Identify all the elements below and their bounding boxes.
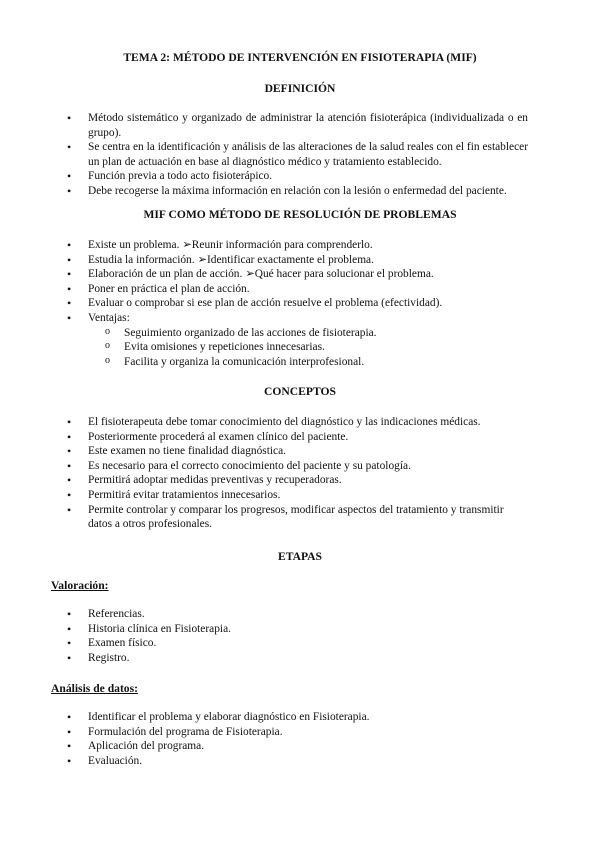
list-ventajas — [124, 326, 528, 370]
list-item: • Formulación del programa de Fisioterapia. — [88, 725, 528, 740]
heading-conceptos: CONCEPTOS — [264, 385, 336, 398]
list-item-ventajas — [88, 311, 528, 369]
list-item: • Permitirá evitar tratamientos innecesarios. — [88, 488, 528, 503]
heading-definicion: DEFINICIÓN — [264, 82, 336, 95]
sub-list-item: o Seguimiento organizado de las acciones de fisioterapia. — [124, 326, 528, 341]
list-item: • Método sistemático y organizado de administrar la atención fisioterápica (individualizada o en grupo). — [88, 111, 528, 140]
heading-etapas: ETAPAS — [277, 550, 323, 563]
list-item: • Aplicación del programa. — [88, 739, 528, 754]
list-item: • Evaluación. — [88, 754, 528, 769]
sub-list-item: o Facilita y organiza la comunicación interprofesional. — [124, 355, 528, 370]
list-item: • Este examen no tiene finalidad diagnóstica. — [88, 444, 528, 459]
list-item: • Estudia la información. ➢Identificar exactamente el problema. — [88, 253, 528, 268]
list-item: • Debe recogerse la máxima información en relación con la lesión o enfermedad del paciente. — [88, 184, 528, 199]
list-item: • Permitirá adoptar medidas preventivas y recuperadoras. — [88, 473, 528, 488]
list-mif-resolucion — [88, 238, 528, 369]
list-item: • Historia clínica en Fisioterapia. — [88, 622, 528, 637]
list-item: • Se centra en la identificación y análisis de las alteraciones de la salud reales con el fin establecer un plan de actuación en base al diagnóstico médico y tratamiento establecido. — [88, 140, 528, 169]
list-item: • Función previa a todo acto fisioterápico. — [88, 169, 528, 184]
list-item: • Es necesario para el correcto conocimiento del paciente y su patología. — [88, 459, 528, 474]
list-item: • Registro. — [88, 651, 528, 666]
list-conceptos — [88, 415, 528, 532]
list-item: • Examen físico. — [88, 636, 528, 651]
subheading-analisis: Análisis de datos: — [51, 682, 138, 695]
list-item: • Existe un problema. ➢Reunir información para comprenderlo. — [88, 238, 528, 253]
list-item: • Evaluar o comprobar si ese plan de acción resuelve el problema (efectividad). — [88, 296, 528, 311]
list-definicion — [88, 111, 528, 199]
list-item: • Elaboración de un plan de acción. ➢Qué hacer para solucionar el problema. — [88, 267, 528, 282]
list-item: • El fisioterapeuta debe tomar conocimiento del diagnóstico y las indicaciones médicas. — [88, 415, 528, 430]
heading-mif-resolucion: MIF COMO MÉTODO DE RESOLUCIÓN DE PROBLEMAS — [143, 208, 457, 221]
list-item: • Referencias. — [88, 607, 528, 622]
list-analisis — [88, 710, 528, 768]
document-title: TEMA 2: MÉTODO DE INTERVENCIÓN EN FISIOTERAPIA (MIF) — [123, 51, 477, 64]
subheading-valoracion: Valoración: — [51, 579, 109, 592]
list-item: • Poner en práctica el plan de acción. — [88, 282, 528, 297]
ventajas-label: Ventajas: — [88, 311, 130, 324]
sub-list-item: o Evita omisiones y repeticiones innecesarias. — [124, 340, 528, 355]
list-item: • Identificar el problema y elaborar diagnóstico en Fisioterapia. — [88, 710, 528, 725]
list-item: • Posteriormente procederá al examen clínico del paciente. — [88, 430, 528, 445]
list-item: • Permite controlar y comparar los progresos, modificar aspectos del tratamiento y transmitir datos a otros profesionales. — [88, 503, 528, 532]
list-valoracion — [88, 607, 528, 665]
